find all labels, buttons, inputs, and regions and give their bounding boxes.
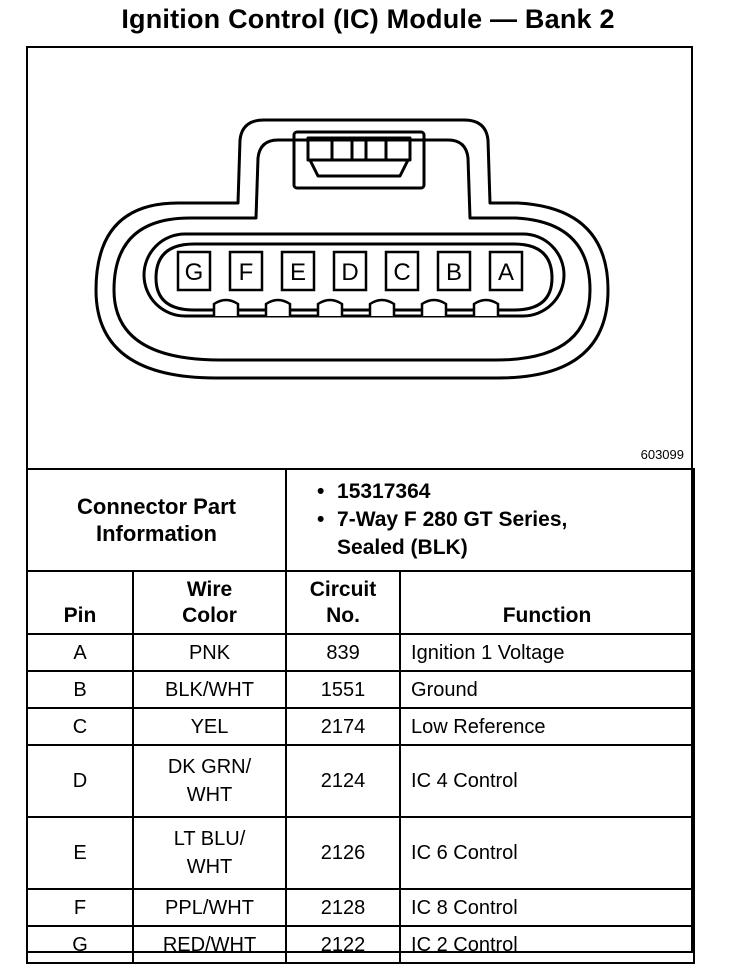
connector-inner-outline	[114, 140, 590, 360]
bullet: •	[317, 480, 325, 503]
connector-table	[26, 468, 695, 964]
table-row	[27, 889, 694, 926]
description-item	[317, 506, 692, 562]
pin-cell: B	[27, 671, 133, 708]
function-cell: Ignition 1 Voltage	[400, 634, 694, 671]
table-row	[27, 926, 694, 963]
function-cell: Ground	[400, 671, 694, 708]
pin-cell: G	[27, 926, 133, 963]
pin-label-b: B	[445, 259, 463, 286]
part-number-item	[317, 478, 692, 506]
wire-color-cell: BLK/WHT	[133, 671, 286, 708]
column-header-pin: Pin	[27, 571, 133, 634]
wire-color-cell: PNK	[133, 634, 286, 671]
circuit-cell: 2122	[286, 926, 400, 963]
pin-label-a: A	[497, 259, 515, 286]
circuit-cell: 2124	[286, 745, 400, 817]
page-title: Ignition Control (IC) Module — Bank 2	[121, 4, 615, 34]
connector-part-info-label-line1: Connector Part	[77, 494, 236, 519]
table-row	[27, 634, 694, 671]
circuit-cell: 2126	[286, 817, 400, 889]
pin-cell: C	[27, 708, 133, 745]
connector-part-info-label	[27, 469, 286, 571]
bullet: •	[317, 508, 325, 531]
column-header-circuit: Circuit No.	[286, 571, 400, 634]
column-header-function: Function	[400, 571, 694, 634]
pin-label-g: G	[184, 259, 204, 286]
table-row	[27, 745, 694, 817]
pin-cell: E	[27, 817, 133, 889]
function-cell: Low Reference	[400, 708, 694, 745]
circuit-cell: 839	[286, 634, 400, 671]
wire-color-cell: RED/WHT	[133, 926, 286, 963]
wire-color-cell: YEL	[133, 708, 286, 745]
diagram-id: 603099	[640, 447, 684, 462]
part-number: 15317364	[337, 480, 431, 503]
column-header-wire-color: Wire Color	[133, 571, 286, 634]
connector-diagram	[28, 48, 691, 468]
pin-label-d: D	[341, 259, 359, 286]
description-line2: Sealed (BLK)	[337, 536, 468, 559]
function-cell: IC 6 Control	[400, 817, 694, 889]
connector-part-info-label-line2: Information	[96, 521, 217, 546]
table-row	[27, 817, 694, 889]
wire-color-cell: LT BLU/ WHT	[133, 817, 286, 889]
connector-part-info-row	[27, 469, 694, 571]
column-header-row	[27, 571, 694, 634]
circuit-cell: 2128	[286, 889, 400, 926]
table-row	[27, 708, 694, 745]
pin-cell: D	[27, 745, 133, 817]
pin-cell: F	[27, 889, 133, 926]
function-cell: IC 4 Control	[400, 745, 694, 817]
pin-cell: A	[27, 634, 133, 671]
connector-part-info-values	[286, 469, 694, 571]
description-line1: 7-Way F 280 GT Series,	[337, 508, 568, 531]
pin-label-e: E	[289, 259, 307, 286]
pin-label-c: C	[393, 259, 411, 286]
circuit-cell: 2174	[286, 708, 400, 745]
function-cell: IC 2 Control	[400, 926, 694, 963]
circuit-cell: 1551	[286, 671, 400, 708]
wire-color-cell: PPL/WHT	[133, 889, 286, 926]
function-cell: IC 8 Control	[400, 889, 694, 926]
table-row	[27, 671, 694, 708]
pin-label-f: F	[238, 259, 254, 286]
wire-color-cell: DK GRN/ WHT	[133, 745, 286, 817]
